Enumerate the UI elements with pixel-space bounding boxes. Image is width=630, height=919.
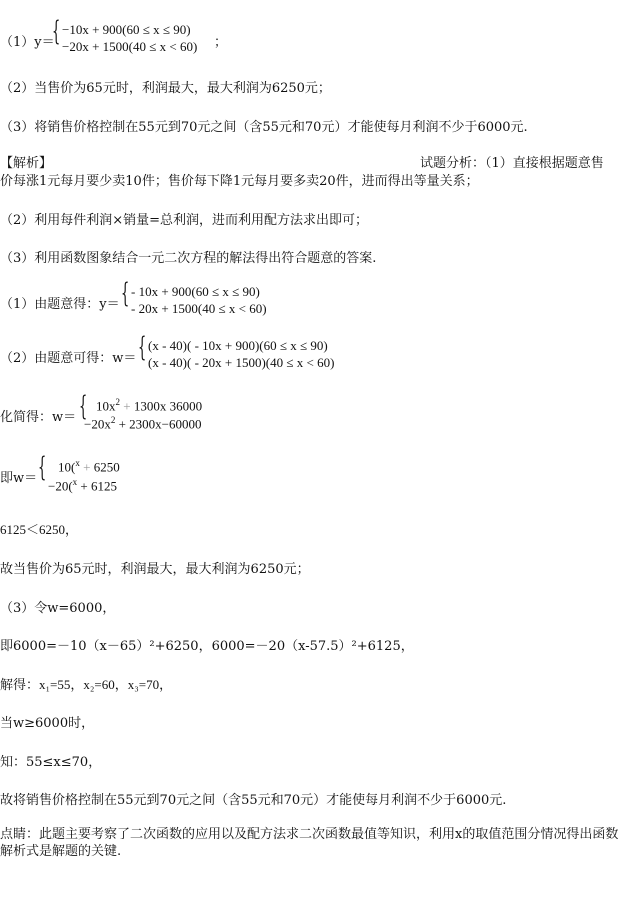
solution-2-prefix: （2）由题意可得：w＝	[0, 351, 137, 366]
solution-1-prefix: （1）由题意得：y＝	[0, 297, 120, 312]
analysis-intro: 试题分析：（1）直接根据题意售	[420, 156, 604, 171]
question-3-start: （3）令w=6000，	[0, 601, 116, 616]
answer-2: （2）当售价为65元时，利润最大，最大利润为6250元；	[0, 81, 331, 96]
brace-icon: {	[121, 278, 130, 311]
solution-1-case-2: - 20x + 1500(40 ≤ x < 60)	[131, 301, 267, 316]
solution-2-case-1: (x - 40)( - 10x + 900)(60 ≤ x ≤ 90)	[148, 338, 328, 353]
answer-1-case-2: −20x + 1500(40 ≤ x < 60)	[62, 39, 198, 54]
conclusion-2: 故当售价为65元时，利润最大，最大利润为6250元；	[0, 562, 310, 577]
analysis-tag: 【解析】	[0, 156, 53, 171]
brace-icon: {	[38, 452, 47, 485]
answer-1-suffix: ；	[214, 35, 228, 50]
solution-3-prefix: 化简得：w＝	[0, 410, 77, 425]
question-3-solve: 解得：x₁=55，x₂=60，x₃=70，	[0, 677, 173, 693]
analysis-intro-cont: 价每涨1元每月要少卖10件；售价每下降1元每月要多卖20件，进而得出等量关系；	[0, 174, 479, 189]
solution-1-case-1: - 10x + 900(60 ≤ x ≤ 90)	[131, 284, 260, 299]
analysis-step-3: （3）利用函数图象结合一元二次方程的解法得出符合题意的答案.	[0, 251, 377, 266]
analysis-step-2: （2）利用每件利润×销量=总利润，进而利用配方法求出即可；	[0, 213, 369, 228]
answer-1-case-1: −10x + 900(60 ≤ x ≤ 90)	[62, 22, 191, 37]
brace-icon: {	[138, 332, 147, 365]
solution-3-case-1: $10x^2 + 1300x$ 36000	[96, 397, 203, 414]
solution-4-case-2: −20($^x$ + 6125	[48, 477, 118, 494]
solution-4-case-1: 10($^x$ + 6250	[58, 458, 120, 475]
solution-2-case-2: (x - 40)( - 20x + 1500)(40 ≤ x < 60)	[148, 355, 335, 370]
answer-3: （3）将销售价格控制在55元到70元之间（含55元和70元）才能使每月利润不少于6000元.	[0, 120, 528, 135]
solution-3-case-2: $-20x^2 + 2300x-60000$	[84, 415, 202, 432]
brace-icon: {	[79, 391, 88, 424]
question-3-know: 知：55≤x≤70，	[0, 755, 102, 770]
comment-paragraph: 点睛：此题主要考察了二次函数的应用以及配方法求二次函数最值等知识，利用x的取值范围分情况得出函数解析式是解题的关键.	[0, 827, 619, 859]
compare-line: 6125＜6250，	[0, 522, 79, 537]
brace-icon: {	[52, 16, 61, 49]
question-3-conclusion: 故将销售价格控制在55元到70元之间（含55元和70元）才能使每月利润不少于6000元.	[0, 793, 507, 808]
answer-1-prefix: （1）y＝	[0, 35, 55, 50]
answer-1	[0, 31, 55, 50]
solution-4-prefix: 即w＝	[0, 471, 38, 486]
question-3-equation: 即6000=－10（x－65）²+6250，6000=－20（x-57.5）²+6125，	[0, 639, 414, 654]
question-3-when: 当w≥6000时，	[0, 716, 95, 731]
